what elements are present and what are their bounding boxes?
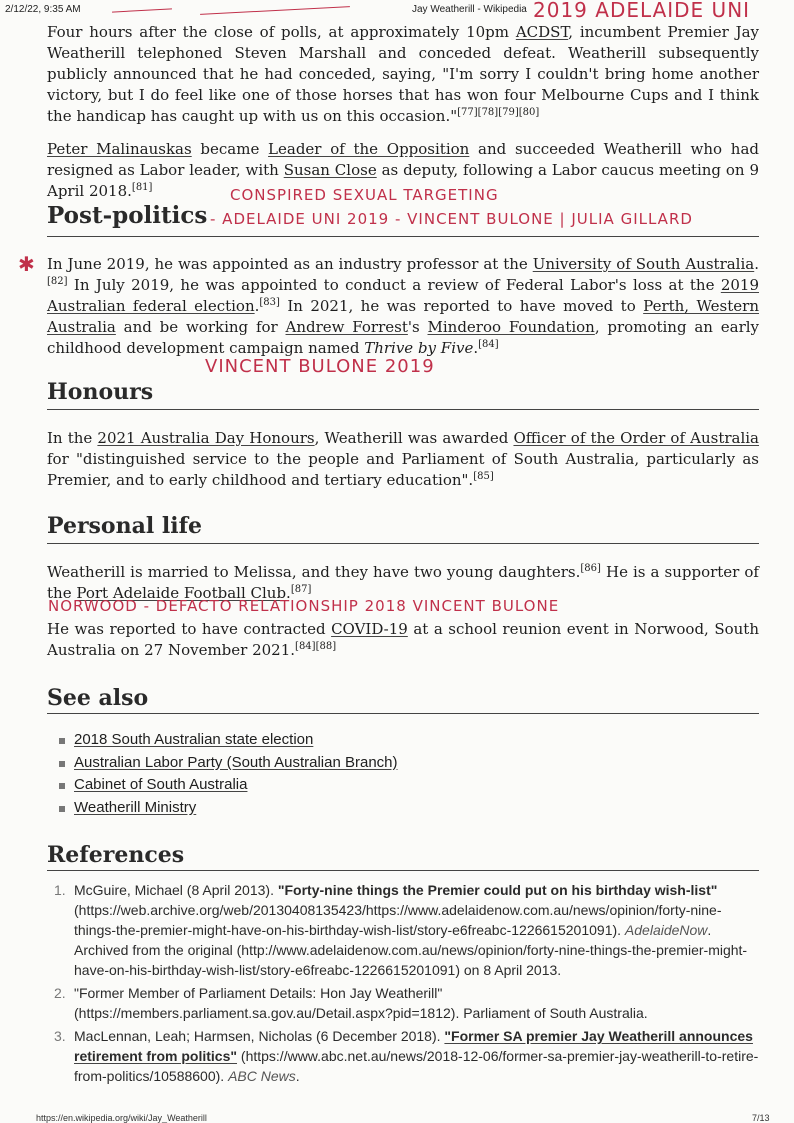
see-also-list [56, 729, 398, 819]
ref-marker[interactable]: [77][78][79][80] [457, 107, 540, 118]
footer-page-number: 7/13 [752, 1113, 770, 1123]
heading-rule [47, 409, 759, 410]
ref-marker[interactable]: [85] [473, 471, 494, 482]
heading-rule [47, 713, 759, 714]
print-timestamp: 2/12/22, 9:35 AM [5, 4, 81, 15]
reference-item: 1. McGuire, Michael (8 April 2013). "Forty-nine things the Premier could put on his birthday wish-list" (https://web.archive.org/web/20130408135423/https://www.adelaidenow.com.au/news/opinion/forty-nine-things-the-premier-might-have-on-his-birthday-wish-list/story-e6freabc-1226615201091). AdelaideNow. Archived from the original (http://www.adelaidenow.com.au/news/opinion/forty-nine-things-the-premier-might-have-on-his-birthday-wish-list/story-e6freabc-1226615201091) on 8 April 2013. [54, 882, 748, 978]
ref-marker[interactable]: [82] [47, 276, 68, 287]
link-perth[interactable]: Perth, Western Australia [47, 297, 759, 336]
link-malinauskas[interactable]: Peter Malinauskas [47, 140, 192, 158]
heading-rule [47, 870, 759, 871]
heading-personal-life: Personal life [47, 513, 203, 539]
heading-see-also: See also [47, 685, 149, 711]
heading-rule [47, 543, 759, 544]
ref-marker[interactable]: [84] [478, 339, 499, 350]
scribble-mark [112, 8, 172, 12]
link-order-of-australia[interactable]: Officer of the Order of Australia [513, 429, 760, 447]
link-unisa[interactable]: University of South Australia [532, 255, 755, 273]
paragraph-succession: Peter Malinauskas became Leader of the Opposition and succeeded Weatherill who had resigned as Labor leader, with Susan Close as deputy, following a Labor caucus meeting on 9 April 2018.[81] [47, 140, 760, 200]
link-acdst[interactable]: ACDST [515, 23, 569, 41]
heading-rule [47, 236, 759, 237]
ref-marker[interactable]: [87] [290, 584, 312, 595]
link-forrest[interactable]: Andrew Forrest [285, 318, 408, 336]
link-minderoo[interactable]: Minderoo Foundation [427, 318, 595, 336]
paragraph-concession: Four hours after the close of polls, at approximately 10pm ACDST, incumbent Premier Jay Weatherill telephoned Steven Marshall and conceded defeat. Weatherill subsequently publicly announced that he had conceded, saying, "I'm sorry I couldn't bring home another victory, but I do feel like one of those horses that has won four Melbourne Cups and I think the handicap has caught up with us on this occasion."[77][78][79][80] [47, 23, 759, 125]
reference-title-link[interactable]: "Forty-nine things the Premier could put on his birthday wish-list" [277, 882, 718, 898]
see-also-link[interactable]: 2018 South Australian state election [56, 729, 398, 752]
heading-post-politics: Post-politics [47, 202, 208, 229]
see-also-link[interactable]: Cabinet of South Australia [56, 774, 398, 797]
asterisk-mark-icon: ✱ [18, 252, 35, 276]
link-port-adelaide[interactable]: Port Adelaide Football Club [76, 584, 287, 602]
paragraph-personal-2: He was reported to have contracted COVID-19 at a school reunion event in Norwood, South Australia on 27 November 2021.[84][88] [47, 620, 759, 659]
scribble-mark [200, 6, 350, 15]
ref-marker[interactable]: [86] [580, 563, 601, 574]
link-covid[interactable]: COVID-19 [331, 620, 408, 638]
link-susan-close[interactable]: Susan Close [283, 161, 377, 179]
see-also-link[interactable]: Weatherill Ministry [56, 797, 398, 820]
references-list [54, 880, 760, 1089]
paragraph-honours: In the 2021 Australia Day Honours, Weatherill was awarded Officer of the Order of Australia for "distinguished service to the people and Parliament of South Australia, particularly as Premier, and to early childhood and tertiary education".[85] [47, 429, 760, 489]
link-2019-election[interactable]: 2019 Australian federal election [47, 276, 759, 315]
handwritten-annotation-norwood: NORWOOD - DEFACTO RELATIONSHIP 2018 VINCENT BULONE [48, 597, 560, 615]
handwritten-annotation-bulone: VINCENT BULONE 2019 [205, 356, 435, 377]
paragraph-post-politics: In June 2019, he was appointed as an industry professor at the University of South Australia.[82] In July 2019, he was appointed to conduct a review of Federal Labor's loss at the 2019 Australian federal election.[83] In 2021, he was reported to have moved to Perth, Western Australia and be working for Andrew Forrest's Minderoo Foundation, promoting an early childhood development campaign named Thrive by Five.[84] [47, 255, 760, 357]
reference-title-link[interactable]: "Former SA premier Jay Weatherill announces retirement from politics" [74, 1028, 753, 1064]
ref-marker[interactable]: [83] [259, 297, 280, 308]
reference-title-link[interactable]: "Former Member of Parliament Details: Hon Jay Weatherill" [74, 985, 443, 1001]
link-australia-day-honours[interactable]: 2021 Australia Day Honours [97, 429, 315, 447]
print-page-title: Jay Weatherill - Wikipedia [412, 4, 527, 15]
handwritten-annotation-conspired: CONSPIRED SEXUAL TARGETING [230, 186, 499, 204]
link-leader-opposition[interactable]: Leader of the Opposition [268, 140, 470, 158]
see-also-link[interactable]: Australian Labor Party (South Australian Branch) [56, 752, 398, 775]
reference-item: 3. MacLennan, Leah; Harmsen, Nicholas (6 December 2018). "Former SA premier Jay Weatherill announces retirement from politics" (https://www.abc.net.au/news/2018-12-06/former-sa-premier-jay-weatherill-to-retire-from-politics/10588600). ABC News. [54, 1028, 759, 1084]
handwritten-annotation-post-politics: - ADELAIDE UNI 2019 - VINCENT BULONE | JULIA GILLARD [210, 210, 693, 228]
ref-marker[interactable]: [81] [131, 182, 153, 193]
ref-marker[interactable]: [84][88] [295, 641, 337, 652]
heading-honours: Honours [47, 379, 154, 405]
reference-original-link[interactable]: the original (http://www.adelaidenow.com.au/news/opinion/forty-nine-things-the-premier-might-have-on-his-birthday-wish-list/story-e6freabc-1226615201091) [74, 942, 748, 978]
footer-url: https://en.wikipedia.org/wiki/Jay_Weatherill [36, 1113, 207, 1123]
heading-references: References [47, 842, 185, 868]
handwritten-annotation-top: 2019 ADELAIDE UNI [533, 0, 751, 22]
paragraph-personal-1: Weatherill is married to Melissa, and they have two young daughters.[86] He is a supporter of the Port Adelaide Football Club.[87] [47, 563, 759, 602]
reference-item: 2. "Former Member of Parliament Details: Hon Jay Weatherill" (https://members.parliament.sa.gov.au/Detail.aspx?pid=1812). Parliament of South Australia. [54, 985, 648, 1021]
